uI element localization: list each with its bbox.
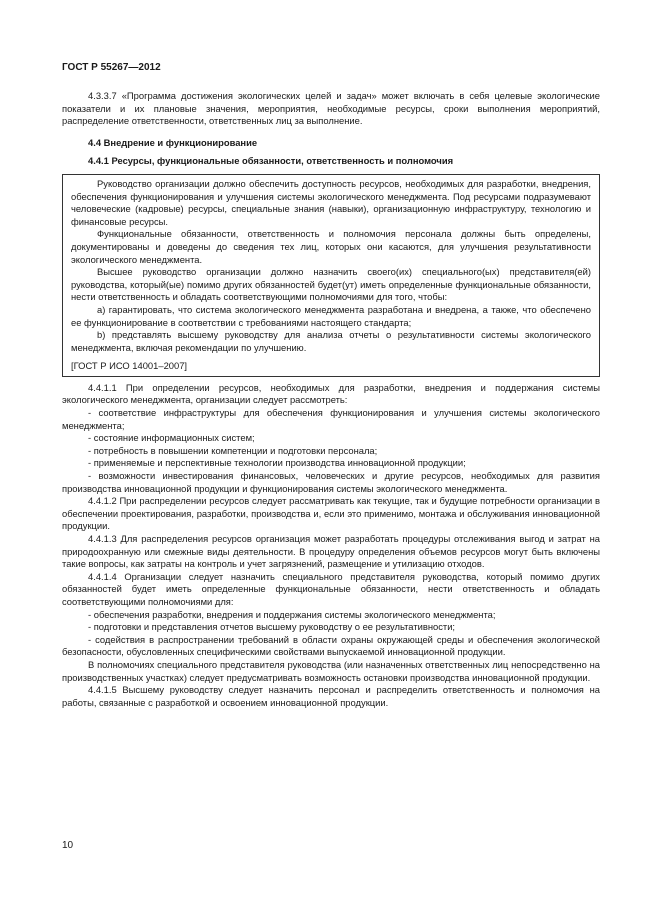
list-item: - возможности инвестирования финансовых, человеческих и другие ресурсов, необходимых для развития производства инновационной продукции и функционирования системы экологического менеджмента. xyxy=(62,470,600,494)
list-item: - обеспечения разработки, внедрения и поддержания системы экологического менеджмента; xyxy=(88,608,496,620)
quote-paragraph: Руководство организации должно обеспечить доступность ресурсов, необходимых для разработки, внедрения, обеспечения функционирования и улучшения системы экологического менеджмента. Под ресурсами подразумевают человеческие (кадровые) ресурсы, специальные знания (навыки), организационную инфраструктуру, технологию и финансовые ресурсы. xyxy=(71,177,591,227)
list-item: - соответствие инфраструктуры для обеспечения функционирования и улучшения системы экологического менеджмента; xyxy=(62,407,600,431)
section-heading-4-4-1: 4.4.1 Ресурсы, функциональные обязанности, ответственность и полномочия xyxy=(88,155,454,167)
paragraph-4-4-1-2: 4.4.1.2 При распределении ресурсов следует рассматривать как текущие, так и будущие потребности организации в обеспечении проектирования, разработки, производства и, если это применимо, монтажа и обслуживания инновационной продукции. xyxy=(62,495,600,532)
list-item: - содействия в распространении требований в области охраны окружающей среды и обеспечения экологической безопасности, обусловленных специфическими свойствами выпускаемой инновационной продукции. xyxy=(62,633,600,658)
section-heading-4-4: 4.4 Внедрение и функционирование xyxy=(88,136,258,148)
quote-list-item: b) представлять высшему руководству для анализа отчеты о результативности системы экологического менеджмента, включая рекомендации по улучшению. xyxy=(71,329,591,353)
paragraph-4-4-1-5: 4.4.1.5 Высшему руководству следует назначить персонал и распределить ответственность и полномочия на работы, связанные с разработкой и освоением инновационной продукции. xyxy=(62,684,600,708)
paragraph-4-3-3-7: 4.3.3.7 «Программа достижения экологических целей и задач» может включать в себя целевые экологические показатели и их плановые значения, мероприятия, необходимые ресурсы, сроки выполнения мероприятий, распределение ответственности, ответственных лиц за выполнение. xyxy=(62,90,600,127)
quote-reference: [ГОСТ Р ИСО 14001–2007] xyxy=(71,360,188,372)
quote-list-item: a) гарантировать, что система экологического менеджмента разработана и внедрена, а также, что обеспечено ее функционирование в соответствии с требованиями настоящего стандарта; xyxy=(71,303,591,328)
quote-paragraph: Высшее руководство организации должно назначить своего(их) специального(ых) представителя(ей) руководства, который(ые) помимо других обязанностей будет(ут) иметь определенные функциональные обязанности, нести ответственность и обладать соответствующими полномочиями для того, чтобы: xyxy=(71,266,591,303)
paragraph-4-4-1-4: 4.4.1.4 Организации следует назначить специального представителя руководства, который помимо других обязанностей будет иметь определенные функциональные обязанности, нести ответственность и обладать соответствующими полномочиями для: xyxy=(62,570,600,607)
paragraph-4-4-1-3: 4.4.1.3 Для распределения ресурсов организация может разработать процедуры отслеживания выгод и затрат на природоохранную или смежные виды деятельности. В процедуру определения объемов ресурсов могут быть включены такие вопросы, как затраты на контроль и учет загрязнений, размещение и утилизацию отходов. xyxy=(62,533,600,570)
paragraph-4-4-1-1: 4.4.1.1 При определении ресурсов, необходимых для разработки, внедрения и поддержания системы экологического менеджмента, организации следует рассмотреть: xyxy=(62,381,600,406)
page-content xyxy=(62,90,600,709)
list-item: - подготовки и представления отчетов высшему руководству о ее результативности; xyxy=(88,621,456,633)
list-item: - потребность в повышении компетенции и подготовки персонала; xyxy=(88,444,378,456)
page-number: 10 xyxy=(62,840,74,851)
document-code: ГОСТ Р 55267—2012 xyxy=(62,62,161,73)
quote-paragraph: Функциональные обязанности, ответственность и полномочия персонала должны быть определены, документированы и доведены до сведения тех лиц, которых они касаются, для улучшения результативности экологического менеджмента. xyxy=(71,228,591,265)
paragraph-authority: В полномочиях специального представителя руководства (или назначенных ответственных лиц непосредственно на производственных участках) следует предусматривать возможность остановки производства инновационной продукции. xyxy=(62,658,600,683)
list-item: - состояние информационных систем; xyxy=(88,432,255,444)
list-item: - применяемые и перспективные технологии производства инновационной продукции; xyxy=(88,457,466,469)
standard-quote-box xyxy=(62,174,600,377)
